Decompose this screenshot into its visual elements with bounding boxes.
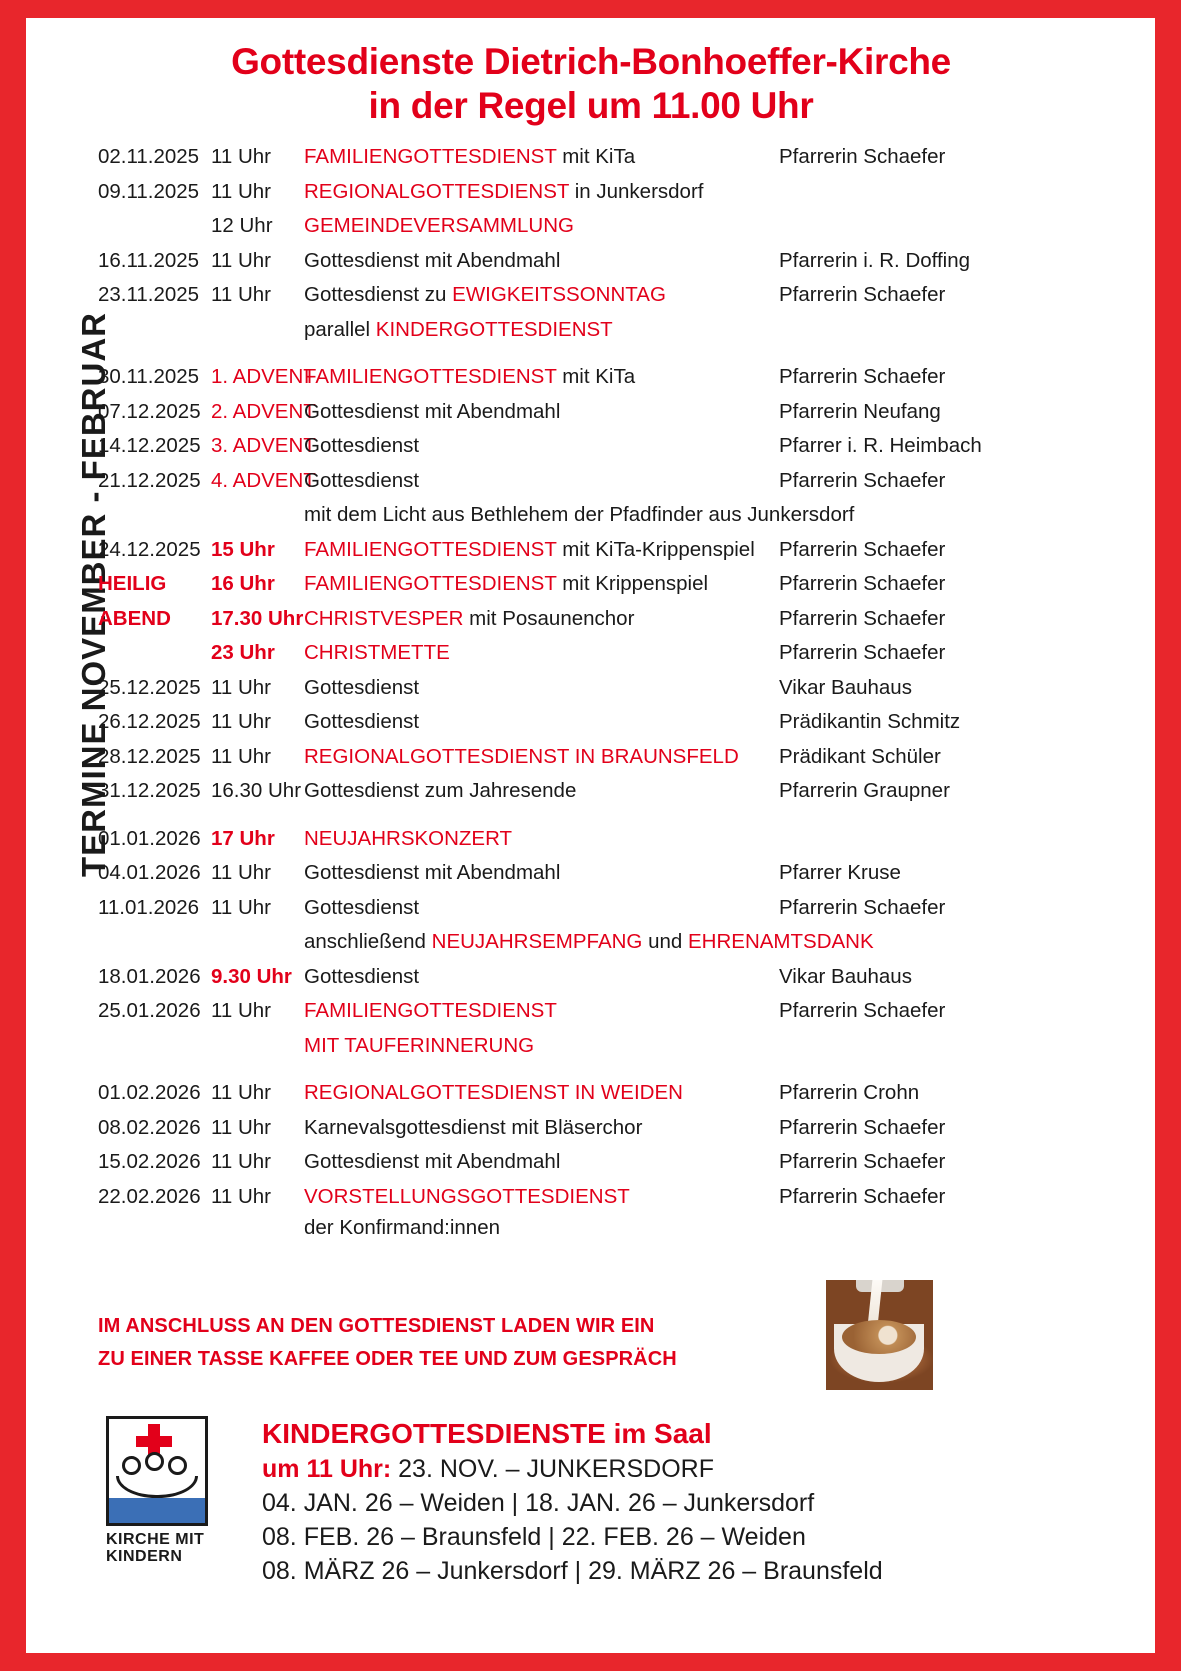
- schedule-pastor: Pfarrerin Schaefer: [779, 145, 946, 168]
- schedule-description-part: MIT TAUFERINNERUNG: [304, 1033, 535, 1057]
- schedule-date: 25.12.2025: [98, 675, 201, 699]
- schedule-date: 09.11.2025: [98, 179, 200, 203]
- schedule-description-part: Gottesdienst: [304, 895, 420, 919]
- schedule-date: 23.11.2025: [98, 283, 200, 306]
- schedule-description: [304, 1029, 779, 1064]
- schedule-description: [304, 533, 779, 568]
- schedule-description-part: mit Posaunenchor: [463, 606, 635, 630]
- logo-caption-line2: KINDERN: [106, 1548, 183, 1565]
- schedule-date: 25.01.2026: [98, 999, 201, 1022]
- schedule-date: 11.01.2026: [98, 895, 200, 919]
- schedule-description-part: Gottesdienst zum Jahresende: [304, 779, 577, 802]
- schedule-row: [98, 856, 1098, 891]
- note-line-2: ZU EINER TASSE KAFFEE ODER TEE UND ZUM GESPRÄCH: [98, 1348, 677, 1370]
- schedule-time: 17 Uhr: [211, 826, 275, 850]
- kigo-line: 04. JAN. 26 – Weiden | 18. JAN. 26 – Junkersdorf: [262, 1489, 815, 1517]
- schedule-time: 11 Uhr: [211, 999, 272, 1022]
- schedule-time: 11 Uhr: [211, 895, 272, 919]
- schedule-description: [304, 1111, 779, 1146]
- schedule-description-part: FAMILIENGOTTESDIENST: [304, 537, 557, 561]
- schedule-description-part: Karnevalsgottesdienst mit Bläserchor: [304, 1115, 643, 1139]
- schedule-row: [98, 740, 1098, 775]
- schedule-date: 02.11.2025: [98, 145, 200, 168]
- kirche-mit-kindern-logo: [98, 1416, 218, 1576]
- schedule-date: 24.12.2025: [98, 537, 201, 561]
- schedule-description: [304, 209, 779, 244]
- schedule-pastor: Pfarrerin Schaefer: [779, 1115, 946, 1139]
- schedule-time: 11 Uhr: [211, 675, 272, 699]
- schedule-description-part: FAMILIENGOTTESDIENST: [304, 145, 557, 168]
- schedule-description-part: Gottesdienst zu: [304, 283, 453, 306]
- flyer-page: [26, 18, 1155, 1653]
- schedule-row: [98, 429, 1098, 464]
- schedule-pastor: Pfarrerin Graupner: [779, 779, 950, 802]
- schedule-row: [98, 464, 1098, 499]
- page-title-line1: Gottesdienste Dietrich-Bonhoeffer-Kirche: [231, 41, 951, 82]
- child-head-icon: [145, 1452, 164, 1471]
- schedule-description-part: mit KiTa: [556, 365, 636, 388]
- schedule-pastor: Pfarrer i. R. Heimbach: [779, 434, 982, 457]
- schedule-row: [98, 1111, 1098, 1146]
- schedule-description: [304, 175, 779, 210]
- schedule-description: [304, 1180, 779, 1215]
- sidebar-vertical-label: TERMINE NOVEMBER - FEBRUAR: [75, 311, 112, 877]
- schedule-description-part: CHRISTMETTE: [304, 641, 450, 664]
- schedule-pastor: Pfarrerin Neufang: [779, 399, 941, 423]
- note-line-1: IM ANSCHLUSS AN DEN GOTTESDIENST LADEN WIR EIN: [98, 1315, 655, 1337]
- schedule-date: 31.12.2025: [98, 779, 201, 802]
- schedule-description-part: REGIONALGOTTESDIENST: [304, 179, 570, 203]
- schedule-description: [304, 1214, 779, 1241]
- schedule-time: 11 Uhr: [211, 179, 272, 203]
- schedule-description-part: REGIONALGOTTESDIENST IN BRAUNSFELD: [304, 744, 739, 768]
- schedule-pastor: Pfarrerin Schaefer: [779, 283, 946, 306]
- page-title: [86, 40, 1096, 127]
- coffee-crema-shape: [842, 1320, 916, 1354]
- schedule-description-part: Gottesdienst mit Abendmahl: [304, 399, 561, 423]
- schedule-row: [98, 1180, 1098, 1215]
- schedule-pastor: Pfarrerin Schaefer: [779, 572, 946, 595]
- schedule-description-part: Gottesdienst mit Abendmahl: [304, 861, 561, 884]
- schedule-row: [98, 278, 1098, 313]
- schedule-row: [98, 1076, 1098, 1111]
- coffee-invitation-note: [98, 1310, 677, 1376]
- schedule-row: [98, 395, 1098, 430]
- schedule-description: [304, 313, 779, 348]
- schedule-pastor: Pfarrerin Schaefer: [779, 1184, 946, 1208]
- schedule-pastor: Pfarrerin Crohn: [779, 1081, 920, 1104]
- kigo-line: 08. FEB. 26 – Braunsfeld | 22. FEB. 26 – Weiden: [262, 1523, 806, 1551]
- water-shape: [109, 1498, 205, 1523]
- schedule-time: 11 Uhr: [211, 1081, 272, 1104]
- schedule-description-part: NEUJAHRSEMPFANG: [431, 930, 643, 953]
- schedule-description-part: Gottesdienst: [304, 710, 420, 733]
- schedule-description: [304, 567, 779, 602]
- schedule-description-part: Gottesdienst: [304, 468, 420, 492]
- service-schedule-list: [98, 140, 1098, 1241]
- schedule-pastor: Pfarrerin Schaefer: [779, 365, 946, 388]
- schedule-description-part: mit KiTa-Krippenspiel: [556, 537, 755, 561]
- schedule-date: ABEND: [98, 606, 171, 630]
- schedule-description-part: Gottesdienst: [304, 964, 420, 988]
- schedule-pastor: Prädikantin Schmitz: [779, 710, 961, 733]
- schedule-description: [304, 140, 779, 175]
- schedule-pastor: Pfarrerin Schaefer: [779, 468, 946, 492]
- schedule-time: 11 Uhr: [211, 248, 272, 272]
- schedule-time: 11 Uhr: [211, 1150, 272, 1173]
- schedule-description-part: EHRENAMTSDANK: [687, 930, 874, 953]
- schedule-description: [304, 278, 779, 313]
- schedule-date: 15.02.2026: [98, 1150, 201, 1173]
- schedule-description: [304, 774, 779, 809]
- schedule-time: 2. ADVENT: [211, 399, 316, 423]
- schedule-row: [98, 1029, 1098, 1064]
- schedule-description-part: anschließend: [304, 930, 432, 953]
- schedule-date: 26.12.2025: [98, 710, 201, 733]
- schedule-date: 22.02.2026: [98, 1184, 201, 1208]
- schedule-time: 23 Uhr: [211, 641, 275, 664]
- schedule-description-part: Gottesdienst mit Abendmahl: [304, 248, 561, 272]
- schedule-description: [304, 891, 779, 926]
- schedule-row: [98, 774, 1098, 809]
- schedule-description-part: der Konfirmand:innen: [304, 1216, 501, 1239]
- schedule-pastor: Pfarrerin Schaefer: [779, 1150, 946, 1173]
- schedule-date: 01.02.2026: [98, 1081, 201, 1104]
- schedule-date: 30.11.2025: [98, 365, 200, 388]
- schedule-description-part: VORSTELLUNGSGOTTESDIENST: [304, 1184, 630, 1208]
- schedule-description: [304, 1145, 779, 1180]
- child-head-icon: [122, 1456, 141, 1475]
- schedule-row: [98, 994, 1098, 1029]
- kigo-heading: KINDERGOTTESDIENSTE im Saal: [262, 1418, 712, 1449]
- schedule-row: [98, 602, 1098, 637]
- schedule-description-part: GEMEINDEVERSAMMLUNG: [304, 214, 574, 237]
- schedule-time: 11 Uhr: [211, 283, 272, 306]
- schedule-time: 4. ADVENT: [211, 468, 316, 492]
- schedule-row: [98, 533, 1098, 568]
- schedule-description: [304, 856, 779, 891]
- schedule-description: [304, 602, 779, 637]
- schedule-row: [98, 567, 1098, 602]
- schedule-description-part: in Junkersdorf: [569, 179, 704, 203]
- schedule-pastor: Vikar Bauhaus: [779, 964, 912, 988]
- schedule-description: [304, 360, 779, 395]
- schedule-time: 11 Uhr: [211, 710, 272, 733]
- schedule-description: [304, 244, 779, 279]
- schedule-pastor: Pfarrerin Schaefer: [779, 999, 946, 1022]
- schedule-row: [98, 360, 1098, 395]
- schedule-description: [304, 671, 779, 706]
- schedule-time: 11 Uhr: [211, 744, 272, 768]
- schedule-description: [304, 740, 779, 775]
- kindergottesdienste-block: [262, 1416, 1062, 1588]
- schedule-row: [98, 636, 1098, 671]
- schedule-description-part: REGIONALGOTTESDIENST IN WEIDEN: [304, 1081, 683, 1104]
- schedule-pastor: Pfarrerin i. R. Doffing: [779, 248, 971, 272]
- schedule-description: [304, 925, 1004, 960]
- schedule-row: [98, 244, 1098, 279]
- kigo-first-line: [262, 1452, 1062, 1486]
- kigo-line: 08. MÄRZ 26 – Junkersdorf | 29. MÄRZ 26 – Braunsfeld: [262, 1557, 883, 1585]
- schedule-description-part: CHRISTVESPER: [304, 606, 464, 630]
- cross-icon-bar: [136, 1436, 172, 1447]
- schedule-description: [304, 960, 779, 995]
- schedule-row: [98, 1214, 1098, 1241]
- schedule-description-part: mit dem Licht aus Bethlehem der Pfadfinder aus Junkersdorf: [304, 503, 855, 526]
- child-head-icon: [168, 1456, 187, 1475]
- schedule-description: [304, 498, 1004, 533]
- schedule-pastor: Pfarrer Kruse: [779, 861, 901, 884]
- schedule-row: [98, 705, 1098, 740]
- schedule-description-part: FAMILIENGOTTESDIENST: [304, 365, 557, 388]
- schedule-description: [304, 395, 779, 430]
- schedule-date: 01.01.2026: [98, 826, 201, 850]
- schedule-date: 21.12.2025: [98, 468, 201, 492]
- schedule-pastor: Prädikant Schüler: [779, 744, 941, 768]
- schedule-description-part: mit KiTa: [556, 145, 636, 168]
- schedule-description: [304, 822, 779, 857]
- schedule-pastor: Pfarrerin Schaefer: [779, 606, 946, 630]
- schedule-time: 15 Uhr: [211, 537, 275, 561]
- schedule-description-part: KINDERGOTTESDIENST: [375, 317, 613, 341]
- schedule-row: [98, 209, 1098, 244]
- schedule-date: 18.01.2026: [98, 964, 201, 988]
- schedule-description: [304, 1076, 779, 1111]
- logo-caption: [106, 1531, 210, 1565]
- schedule-description-part: Gottesdienst: [304, 434, 420, 457]
- schedule-row: [98, 1145, 1098, 1180]
- schedule-description: [304, 429, 779, 464]
- schedule-date: 16.11.2025: [98, 248, 200, 272]
- schedule-pastor: Pfarrerin Schaefer: [779, 537, 946, 561]
- schedule-time: 17.30 Uhr: [211, 606, 304, 630]
- schedule-date: 08.02.2026: [98, 1115, 201, 1139]
- schedule-date: 04.01.2026: [98, 861, 201, 884]
- schedule-date: 28.12.2025: [98, 744, 201, 768]
- schedule-time: 11 Uhr: [211, 861, 272, 884]
- schedule-description: [304, 705, 779, 740]
- schedule-row: [98, 498, 1098, 533]
- schedule-row: [98, 175, 1098, 210]
- schedule-row: [98, 891, 1098, 926]
- schedule-description-part: und: [642, 930, 688, 953]
- schedule-description-part: NEUJAHRSKONZERT: [304, 826, 513, 850]
- page-title-line2: in der Regel um 11.00 Uhr: [368, 84, 814, 126]
- schedule-pastor: Vikar Bauhaus: [779, 675, 912, 699]
- schedule-time: 12 Uhr: [211, 214, 273, 237]
- schedule-time: 11 Uhr: [211, 1115, 272, 1139]
- schedule-description: [304, 994, 779, 1029]
- schedule-description-part: FAMILIENGOTTESDIENST: [304, 572, 557, 595]
- schedule-row: [98, 925, 1098, 960]
- schedule-time: 11 Uhr: [211, 145, 272, 168]
- kigo-first-entry: 23. NOV. – JUNKERSDORF: [391, 1455, 714, 1483]
- schedule-row: [98, 313, 1098, 348]
- schedule-description: [304, 464, 779, 499]
- schedule-time: 11 Uhr: [211, 1184, 272, 1208]
- schedule-pastor: Pfarrerin Schaefer: [779, 641, 946, 664]
- schedule-description-part: EWIGKEITSSONNTAG: [452, 283, 666, 306]
- schedule-time: 1. ADVENT: [211, 365, 316, 388]
- schedule-date: 14.12.2025: [98, 434, 201, 457]
- schedule-description-part: parallel: [304, 317, 376, 341]
- schedule-description-part: Gottesdienst mit Abendmahl: [304, 1150, 561, 1173]
- schedule-description-part: Gottesdienst: [304, 675, 420, 699]
- schedule-pastor: Pfarrerin Schaefer: [779, 895, 946, 919]
- schedule-row: [98, 960, 1098, 995]
- schedule-time: 9.30 Uhr: [211, 964, 292, 988]
- schedule-row: [98, 822, 1098, 857]
- schedule-time: 16.30 Uhr: [211, 779, 302, 802]
- logo-caption-line1: KIRCHE MIT: [106, 1531, 205, 1548]
- schedule-date: 07.12.2025: [98, 399, 201, 423]
- schedule-description-part: FAMILIENGOTTESDIENST: [304, 999, 557, 1022]
- schedule-time: 3. ADVENT: [211, 434, 316, 457]
- coffee-photo: [826, 1280, 933, 1390]
- schedule-time: 16 Uhr: [211, 572, 275, 595]
- schedule-description: [304, 636, 779, 671]
- schedule-description-part: mit Krippenspiel: [556, 572, 709, 595]
- schedule-row: [98, 140, 1098, 175]
- schedule-row: [98, 671, 1098, 706]
- schedule-date: HEILIG: [98, 572, 167, 595]
- kigo-time-label: um 11 Uhr:: [262, 1455, 392, 1483]
